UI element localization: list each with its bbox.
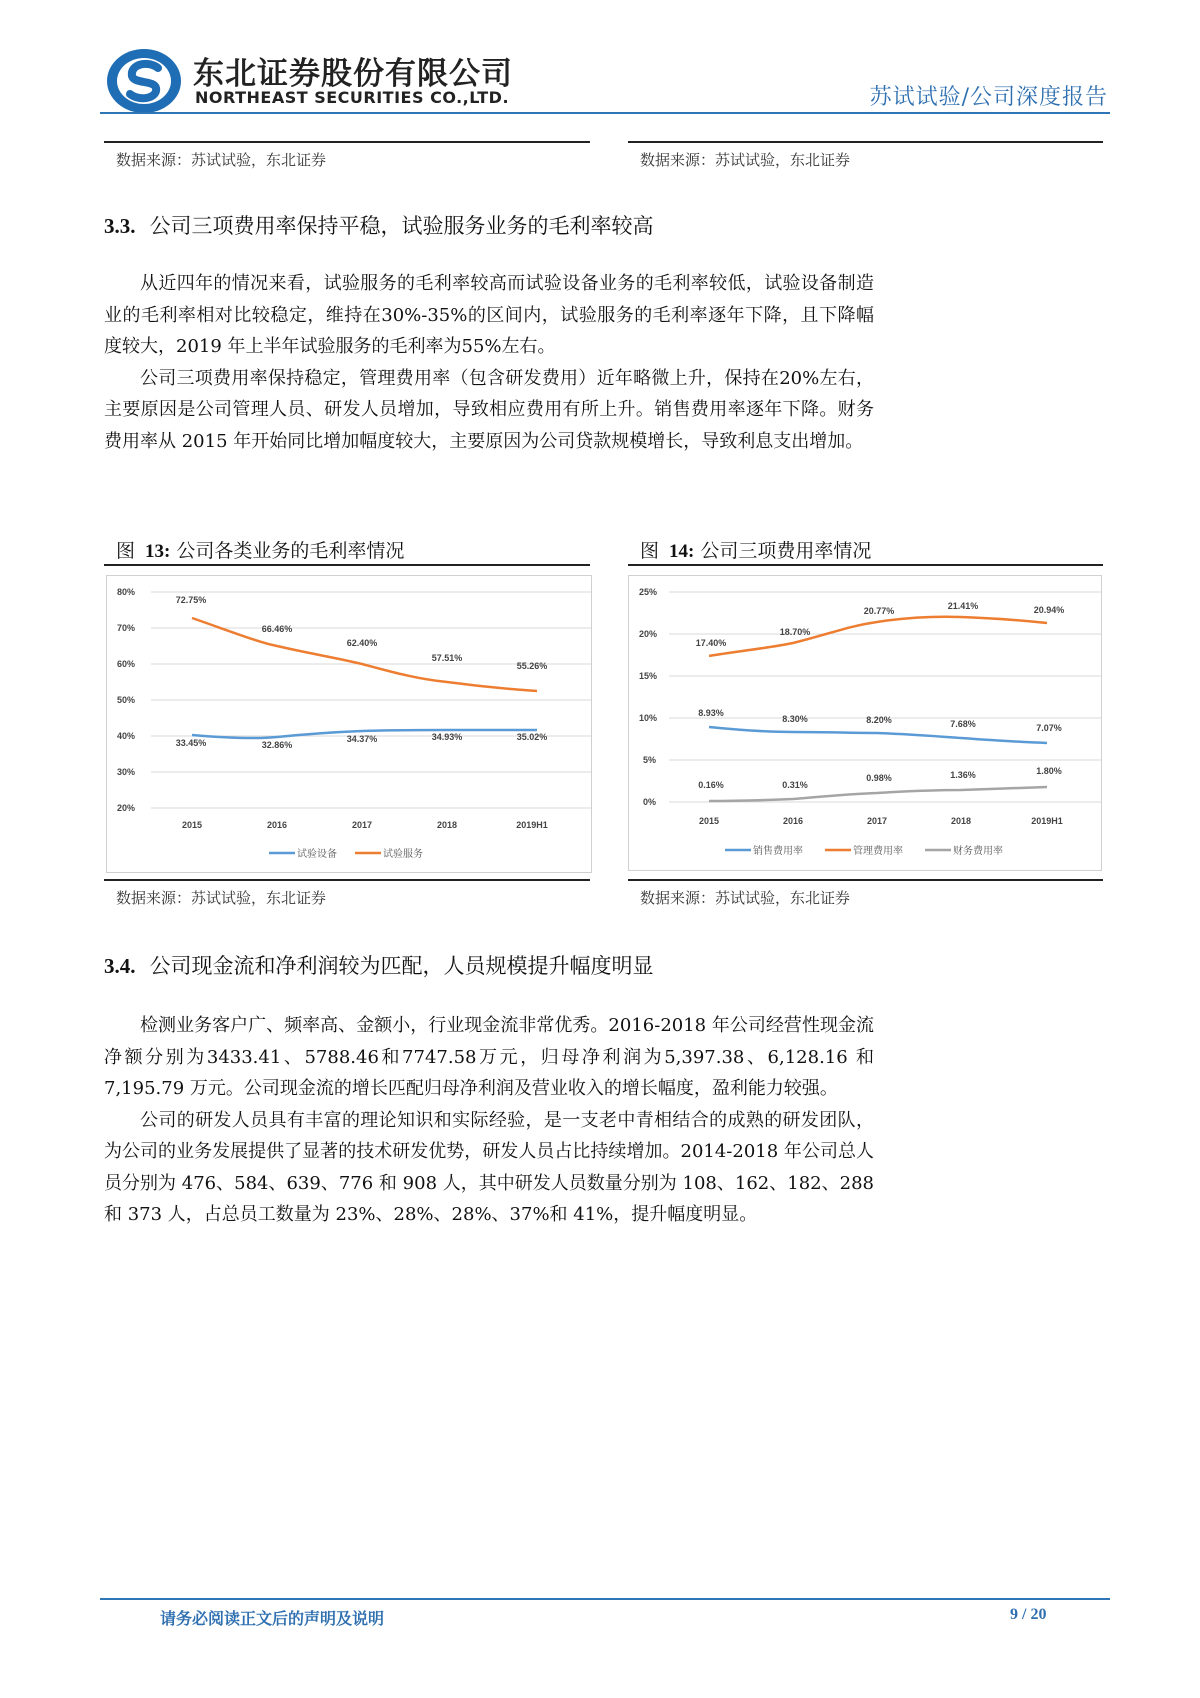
paragraph: 公司三项费用率保持稳定，管理费用率（包含研发费用）近年略微上升，保持在20%左右，主要原因是公司管理人员、研发人员增加，导致相应费用有所上升。销售费用率逐年下降。财务费用率从 2015 年开始同比增加幅度较大，主要原因为公司贷款规模增长，导致利息支出增加。 — [104, 367, 874, 452]
paragraph: 从近四年的情况来看，试验服务的毛利率较高而试验设备业务的毛利率较低，试验设备制造业的毛利率相对比较稳定，维持在30%-35%的区间内，试验服务的毛利率逐年下降，且下降幅度较大，2019 年上半年试验服务的毛利率为55%左右。 — [104, 273, 874, 357]
expense-ratio-line-chart — [629, 576, 1101, 870]
svg-text:80%: 80% — [117, 587, 136, 597]
svg-text:20.94%: 20.94% — [1033, 605, 1065, 615]
svg-text:10%: 10% — [639, 713, 658, 723]
report-tag: 苏试试验/公司深度报告 — [869, 85, 1108, 110]
svg-text:5%: 5% — [643, 755, 657, 765]
svg-text:66.46%: 66.46% — [261, 624, 293, 634]
svg-text:2015: 2015 — [698, 816, 720, 826]
svg-text:8.93%: 8.93% — [698, 708, 724, 718]
footer-divider — [100, 1598, 1110, 1600]
svg-text:0.31%: 0.31% — [782, 780, 808, 790]
svg-text:70%: 70% — [117, 623, 136, 633]
series-sales-expense-line — [709, 727, 1047, 743]
svg-text:7.68%: 7.68% — [950, 719, 976, 729]
svg-text:33.45%: 33.45% — [175, 738, 207, 748]
source-note-left: 数据来源：苏试试验，东北证券 — [116, 151, 327, 169]
svg-text:30%: 30% — [117, 767, 136, 777]
svg-text:0.98%: 0.98% — [866, 773, 892, 783]
figure-13-caption: 图 13: 公司各类业务的毛利率情况 — [116, 540, 405, 562]
svg-text:2018: 2018 — [950, 816, 972, 826]
figure-14-bottom-rule — [628, 879, 1103, 881]
svg-text:2018: 2018 — [436, 820, 458, 830]
page-number: 9 / 20 — [1010, 1606, 1047, 1623]
svg-text:34.37%: 34.37% — [346, 734, 378, 744]
svg-text:17.40%: 17.40% — [695, 638, 727, 648]
section-3-4-body — [104, 1010, 874, 1231]
figure-14-caption: 图 14: 公司三项费用率情况 — [640, 540, 872, 562]
svg-text:20%: 20% — [117, 803, 136, 813]
svg-text:试验服务: 试验服务 — [383, 849, 423, 860]
svg-text:8.30%: 8.30% — [782, 714, 808, 724]
figure-14-source: 数据来源：苏试试验，东北证券 — [640, 889, 851, 907]
section-heading-3-3 — [104, 210, 654, 240]
svg-text:55.26%: 55.26% — [516, 661, 548, 671]
svg-text:50%: 50% — [117, 695, 136, 705]
gross-margin-line-chart — [107, 576, 591, 872]
series-admin-expense-line — [709, 617, 1047, 656]
chart-legend — [269, 847, 423, 860]
svg-text:2016: 2016 — [266, 820, 288, 830]
section-title: 公司三项费用率保持平稳，试验服务业务的毛利率较高 — [149, 214, 654, 238]
svg-text:32.86%: 32.86% — [261, 740, 293, 750]
chart-legend — [725, 844, 1003, 857]
footer-disclaimer: 请务必阅读正文后的声明及说明 — [160, 1609, 385, 1628]
figure-14-chart — [628, 575, 1102, 871]
paragraph: 公司的研发人员具有丰富的理论知识和实际经验，是一支老中青相结合的成熟的研发团队，为公司的业务发展提供了显著的技术研发优势，研发人员占比持续增加。2014-2018 年公司总人员分别为 476、584、639、776 和 908 人，其中研发人员数量分别为 108、162、182、288 和 373 人，占总员工数量为 23%、28%、28%、37%和 41%，提升幅度明显。 — [104, 1109, 874, 1225]
paragraph: 检测业务客户广、频率高、金额小，行业现金流非常优秀。2016-2018 年公司经营性现金流净额分别为3433.41、5788.46和7747.58万元，归母净利润为5,397.38、6,128.16 和 7,195.79 万元。公司现金流的增长匹配归母净利润及营业收入的增长幅度，盈利能力较强。 — [104, 1015, 874, 1099]
svg-text:试验设备: 试验设备 — [297, 849, 337, 860]
svg-text:57.51%: 57.51% — [431, 653, 463, 663]
source-note-right: 数据来源：苏试试验，东北证券 — [640, 151, 851, 169]
svg-text:15%: 15% — [639, 671, 658, 681]
company-name-cn: 东北证券股份有限公司 — [193, 56, 513, 92]
figure-13-chart — [106, 575, 592, 873]
section-number: 3.3. — [104, 214, 136, 238]
svg-text:财务费用率: 财务费用率 — [953, 846, 1003, 857]
svg-text:2019H1: 2019H1 — [516, 820, 548, 830]
svg-text:20.77%: 20.77% — [863, 606, 895, 616]
source-divider-right — [628, 141, 1103, 143]
svg-text:18.70%: 18.70% — [779, 627, 811, 637]
svg-text:0%: 0% — [643, 797, 657, 807]
figure-13-bottom-rule — [104, 879, 590, 881]
svg-text:35.02%: 35.02% — [516, 732, 548, 742]
svg-text:62.40%: 62.40% — [346, 638, 378, 648]
series-test-service-line — [192, 618, 537, 691]
svg-text:销售费用率: 销售费用率 — [753, 846, 803, 857]
figure-13-source: 数据来源：苏试试验，东北证券 — [116, 889, 327, 907]
source-divider-left — [104, 141, 590, 143]
svg-text:21.41%: 21.41% — [947, 601, 979, 611]
svg-text:60%: 60% — [117, 659, 136, 669]
svg-text:管理费用率: 管理费用率 — [853, 846, 903, 857]
svg-text:1.36%: 1.36% — [950, 770, 976, 780]
svg-text:2017: 2017 — [866, 816, 888, 826]
svg-text:1.80%: 1.80% — [1036, 766, 1062, 776]
header-divider — [100, 112, 1110, 114]
svg-text:2019H1: 2019H1 — [1031, 816, 1063, 826]
svg-text:2015: 2015 — [181, 820, 203, 830]
series-finance-expense-line — [709, 787, 1047, 801]
svg-text:0.16%: 0.16% — [698, 780, 724, 790]
svg-text:2016: 2016 — [782, 816, 804, 826]
svg-text:40%: 40% — [117, 731, 136, 741]
section-title: 公司现金流和净利润较为匹配，人员规模提升幅度明显 — [149, 954, 654, 978]
company-name-en: NORTHEAST SECURITIES CO.,LTD. — [195, 88, 510, 107]
svg-text:25%: 25% — [639, 587, 658, 597]
figure-13-top-rule — [104, 564, 590, 566]
section-number: 3.4. — [104, 954, 136, 978]
svg-text:72.75%: 72.75% — [175, 595, 207, 605]
northeast-securities-logo-icon — [104, 46, 184, 116]
svg-text:7.07%: 7.07% — [1036, 723, 1062, 733]
section-heading-3-4 — [104, 950, 654, 980]
svg-text:2017: 2017 — [351, 820, 373, 830]
svg-text:34.93%: 34.93% — [431, 732, 463, 742]
svg-text:8.20%: 8.20% — [866, 715, 892, 725]
figure-14-top-rule — [628, 564, 1103, 566]
section-3-3-body — [104, 268, 874, 457]
svg-text:20%: 20% — [639, 629, 658, 639]
